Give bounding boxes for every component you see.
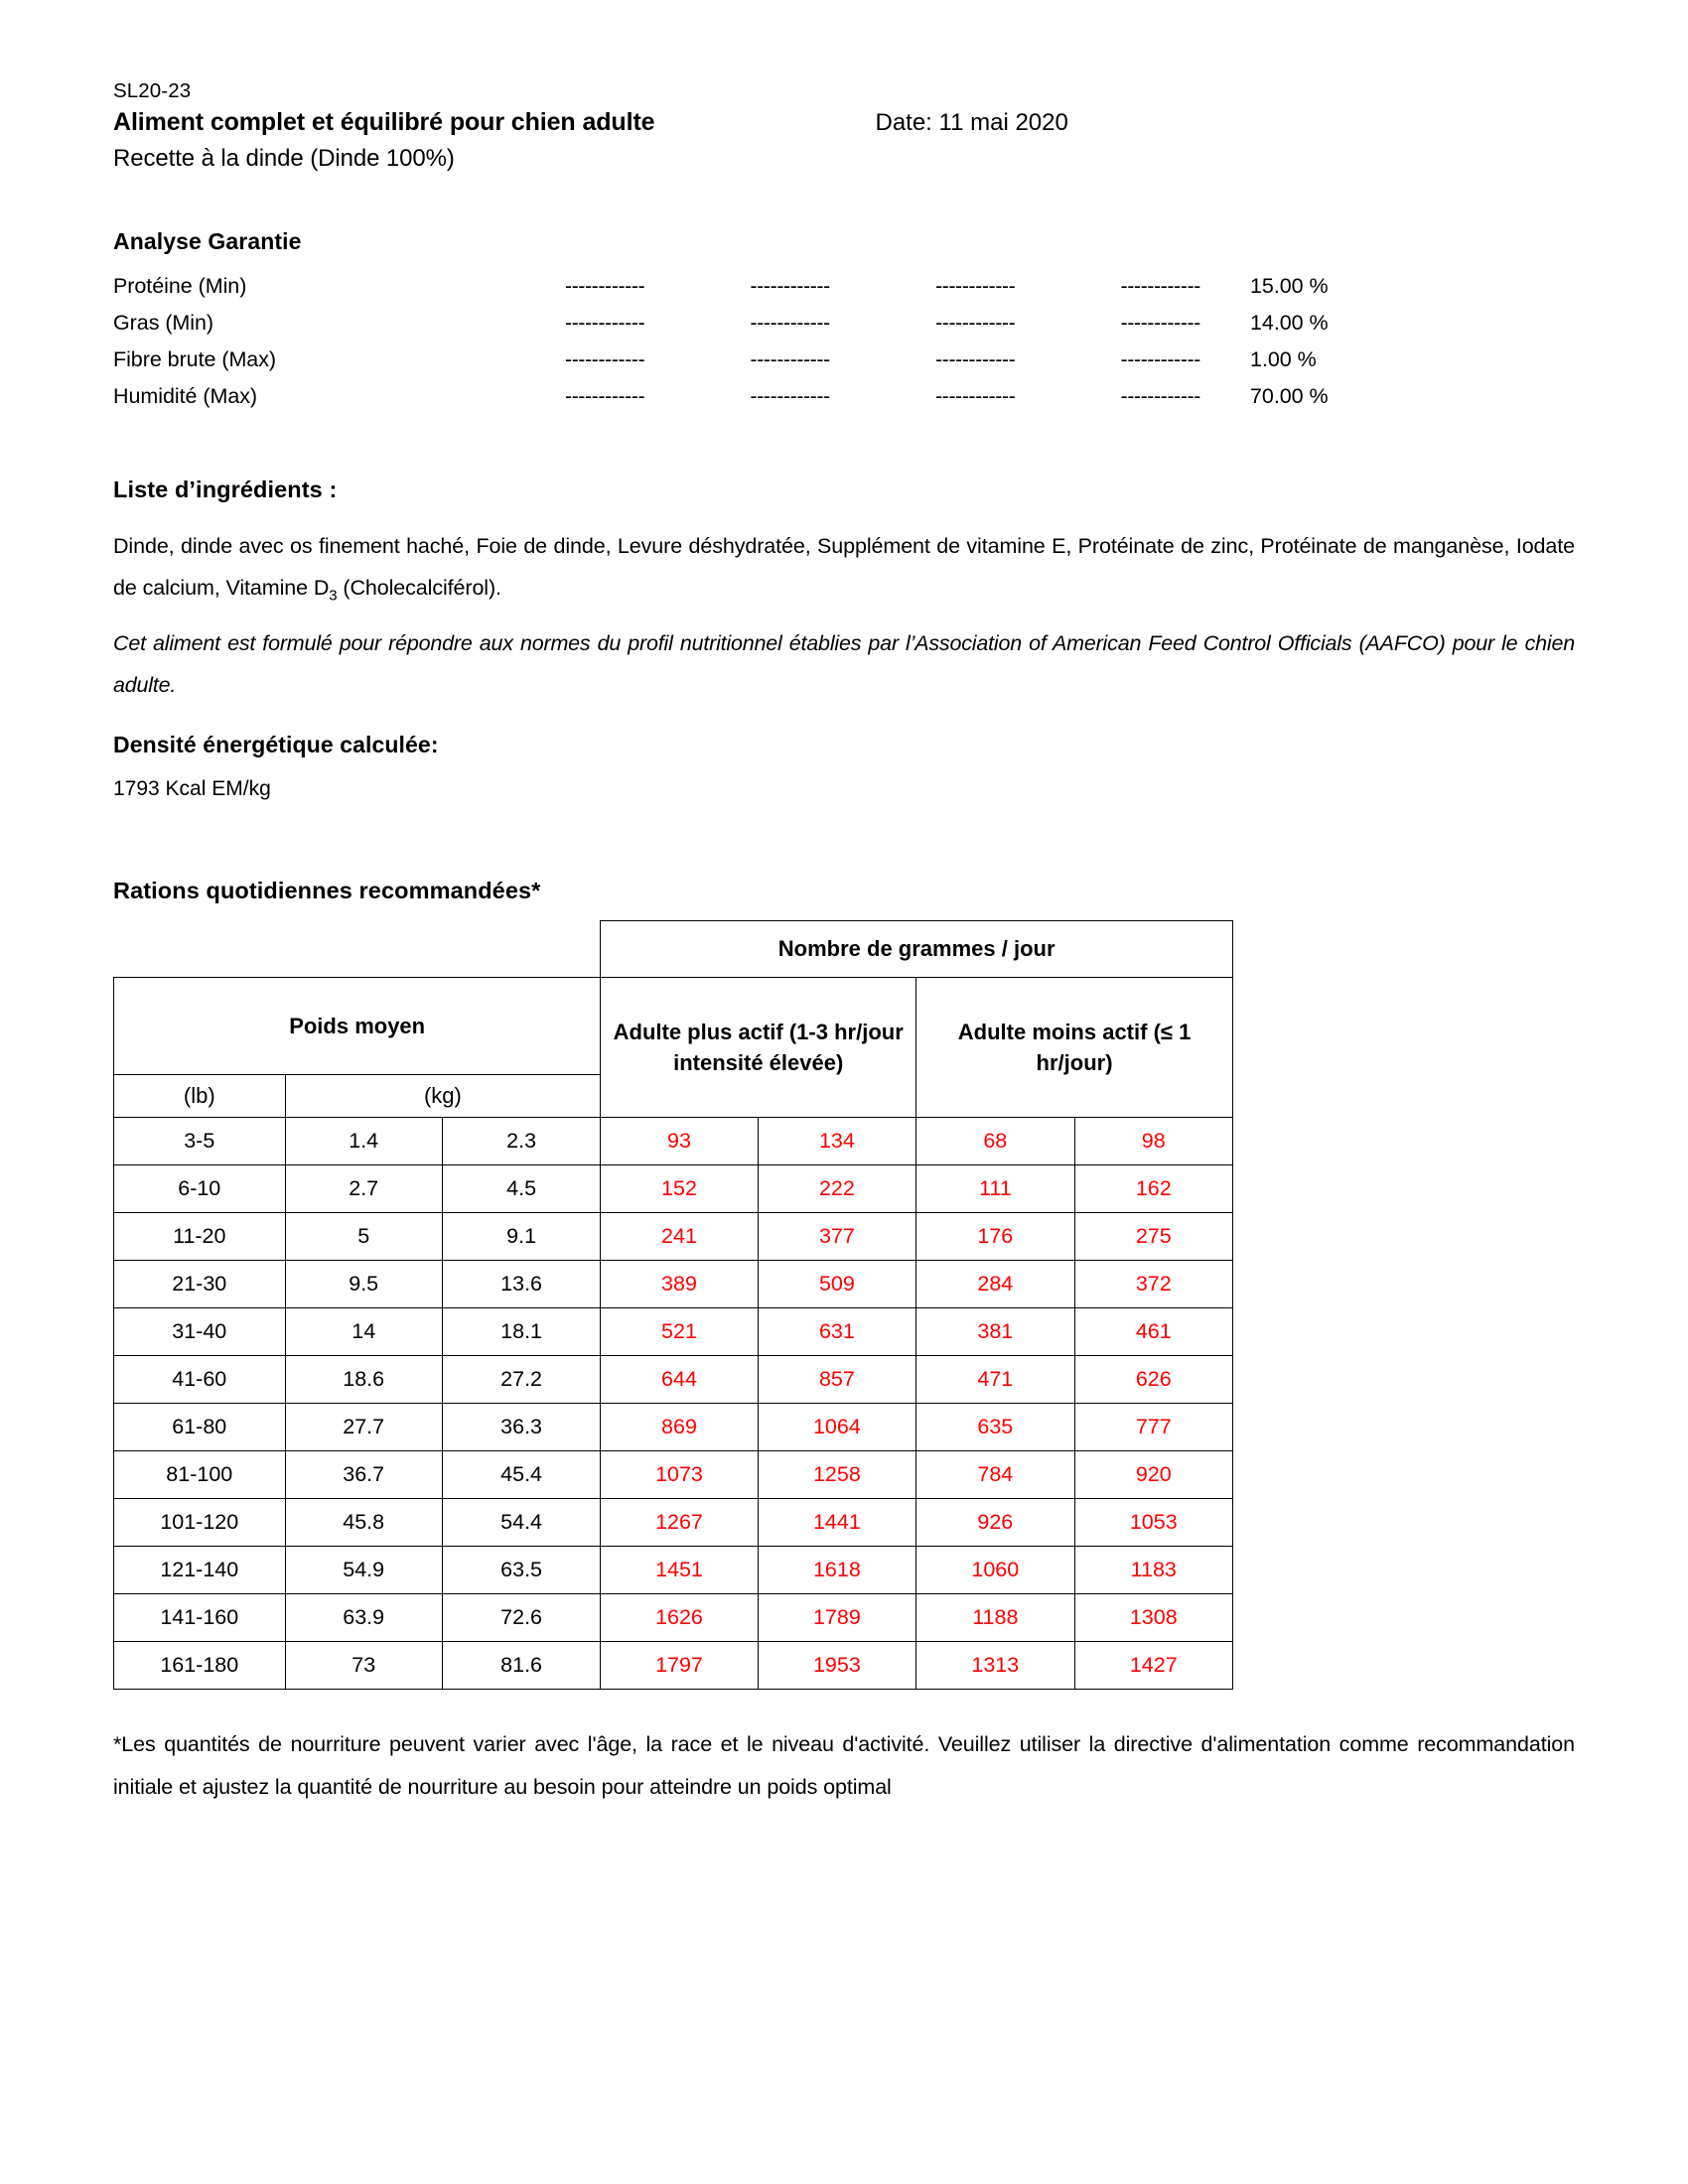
cell-active-min: 241 <box>601 1212 758 1260</box>
cell-weight-kg-max: 18.1 <box>442 1307 600 1355</box>
cell-less-active-min: 635 <box>916 1403 1074 1450</box>
cell-active-max: 1789 <box>758 1593 915 1641</box>
table-header-row-grammes <box>114 920 1233 977</box>
energy-density-value: 1793 Kcal EM/kg <box>113 776 271 800</box>
dash-group: ------------ <box>565 311 645 335</box>
cell-active-max: 1064 <box>758 1403 915 1450</box>
vitamin-d-subscript: 3 <box>329 586 338 604</box>
cell-weight-kg-min: 73 <box>285 1641 442 1689</box>
cell-less-active-min: 1188 <box>916 1593 1074 1641</box>
cell-less-active-min: 111 <box>916 1164 1074 1212</box>
analysis-row <box>113 268 1575 305</box>
analysis-label: Protéine (Min) <box>113 273 247 298</box>
dash-group: ------------ <box>565 384 645 408</box>
cell-weight-kg-min: 45.8 <box>285 1498 442 1546</box>
analysis-dash-leaders <box>565 341 1200 378</box>
analysis-heading: Analyse Garantie <box>113 227 302 254</box>
cell-less-active-max: 162 <box>1074 1164 1232 1212</box>
cell-less-active-max: 1183 <box>1074 1546 1232 1593</box>
table-row <box>114 1450 1233 1498</box>
cell-less-active-max: 1308 <box>1074 1593 1232 1641</box>
cell-weight-kg-min: 63.9 <box>285 1593 442 1641</box>
cell-less-active-min: 926 <box>916 1498 1074 1546</box>
recipe-subtitle: Recette à la dinde (Dinde 100%) <box>113 144 455 172</box>
table-header <box>114 920 1233 1117</box>
dash-group: ------------ <box>1120 311 1200 335</box>
cell-weight-kg-min: 5 <box>285 1212 442 1260</box>
header-average-weight: Poids moyen <box>114 977 601 1074</box>
analysis-label: Gras (Min) <box>113 310 214 335</box>
cell-active-min: 521 <box>601 1307 758 1355</box>
cell-less-active-max: 98 <box>1074 1117 1232 1164</box>
cell-active-min: 1267 <box>601 1498 758 1546</box>
analysis-value: 70.00 % <box>1250 383 1329 408</box>
dash-group: ------------ <box>750 384 830 408</box>
dash-group: ------------ <box>1120 347 1200 371</box>
table-row <box>114 1212 1233 1260</box>
cell-weight-kg-max: 36.3 <box>442 1403 600 1450</box>
dash-group: ------------ <box>935 274 1016 298</box>
cell-weight-lb: 21-30 <box>114 1260 286 1307</box>
cell-weight-kg-min: 18.6 <box>285 1355 442 1403</box>
cell-active-min: 1797 <box>601 1641 758 1689</box>
header-more-active: Adulte plus actif (1-3 hr/jour intensité élevée) <box>601 977 916 1117</box>
cell-less-active-min: 471 <box>916 1355 1074 1403</box>
cell-active-max: 134 <box>758 1117 915 1164</box>
rations-footnote: *Les quantités de nourriture peuvent varier avec l'âge, la race et le niveau d'activité. Veuillez utiliser la directive d'alimentation comme recommandation initiale et ajustez la quantité de nourriture au besoin pour atteindre un poids optimal <box>113 1731 1575 1799</box>
ingredients-heading: Liste d’ingrédients : <box>113 476 338 502</box>
aafco-statement: Cet aliment est formulé pour répondre aux normes du profil nutritionnel établies par l’Association of American Feed Control Officials (AAFCO) pour le chien adulte. <box>113 630 1575 697</box>
cell-weight-lb: 61-80 <box>114 1403 286 1450</box>
cell-weight-lb: 101-120 <box>114 1498 286 1546</box>
header-unit-lb: (lb) <box>114 1074 286 1117</box>
document-code: SL20-23 <box>113 79 192 102</box>
cell-weight-kg-min: 36.7 <box>285 1450 442 1498</box>
cell-active-max: 1953 <box>758 1641 915 1689</box>
cell-weight-kg-min: 9.5 <box>285 1260 442 1307</box>
table-row <box>114 1546 1233 1593</box>
cell-less-active-min: 68 <box>916 1117 1074 1164</box>
cell-weight-kg-max: 63.5 <box>442 1546 600 1593</box>
analysis-value: 15.00 % <box>1250 273 1329 298</box>
rations-heading: Rations quotidiennes recommandées* <box>113 877 541 903</box>
cell-less-active-min: 381 <box>916 1307 1074 1355</box>
analysis-value: 14.00 % <box>1250 310 1329 335</box>
cell-less-active-min: 176 <box>916 1212 1074 1260</box>
daily-rations-table <box>113 920 1233 1690</box>
cell-active-max: 1258 <box>758 1450 915 1498</box>
cell-weight-kg-max: 27.2 <box>442 1355 600 1403</box>
cell-weight-kg-max: 45.4 <box>442 1450 600 1498</box>
analysis-dash-leaders <box>565 378 1200 415</box>
header-spacer-cell <box>114 920 601 977</box>
cell-weight-kg-min: 2.7 <box>285 1164 442 1212</box>
cell-active-max: 222 <box>758 1164 915 1212</box>
cell-active-max: 509 <box>758 1260 915 1307</box>
table-row <box>114 1260 1233 1307</box>
cell-weight-kg-max: 54.4 <box>442 1498 600 1546</box>
cell-active-min: 1626 <box>601 1593 758 1641</box>
header-grammes-per-day: Nombre de grammes / jour <box>601 920 1233 977</box>
table-row <box>114 1498 1233 1546</box>
cell-weight-kg-min: 54.9 <box>285 1546 442 1593</box>
cell-active-min: 1073 <box>601 1450 758 1498</box>
analysis-row <box>113 305 1575 341</box>
cell-weight-lb: 6-10 <box>114 1164 286 1212</box>
table-row <box>114 1403 1233 1450</box>
dash-group: ------------ <box>750 311 830 335</box>
cell-weight-kg-max: 4.5 <box>442 1164 600 1212</box>
ingredients-list <box>113 525 1575 616</box>
cell-less-active-max: 1053 <box>1074 1498 1232 1546</box>
dash-group: ------------ <box>1120 384 1200 408</box>
cell-weight-lb: 121-140 <box>114 1546 286 1593</box>
cell-active-min: 389 <box>601 1260 758 1307</box>
document-date: Date: 11 mai 2020 <box>875 108 1068 136</box>
table-row <box>114 1117 1233 1164</box>
table-body <box>114 1117 1233 1689</box>
cell-active-max: 857 <box>758 1355 915 1403</box>
dash-group: ------------ <box>750 274 830 298</box>
analysis-label: Humidité (Max) <box>113 383 258 408</box>
dash-group: ------------ <box>565 347 645 371</box>
cell-active-max: 631 <box>758 1307 915 1355</box>
ingredients-text-tail: (Cholecalciférol). <box>337 575 501 600</box>
cell-less-active-min: 1313 <box>916 1641 1074 1689</box>
cell-active-max: 1618 <box>758 1546 915 1593</box>
cell-weight-lb: 3-5 <box>114 1117 286 1164</box>
cell-active-max: 377 <box>758 1212 915 1260</box>
cell-less-active-max: 461 <box>1074 1307 1232 1355</box>
cell-less-active-min: 284 <box>916 1260 1074 1307</box>
cell-less-active-max: 777 <box>1074 1403 1232 1450</box>
cell-active-min: 869 <box>601 1403 758 1450</box>
dash-group: ------------ <box>935 384 1016 408</box>
analysis-dash-leaders <box>565 268 1200 305</box>
dash-group: ------------ <box>565 274 645 298</box>
analysis-label: Fibre brute (Max) <box>113 346 277 371</box>
cell-weight-kg-min: 1.4 <box>285 1117 442 1164</box>
cell-weight-kg-min: 27.7 <box>285 1403 442 1450</box>
header-unit-kg: (kg) <box>285 1074 601 1117</box>
header-less-active: Adulte moins actif (≤ 1 hr/jour) <box>916 977 1233 1117</box>
ingredients-text: Dinde, dinde avec os finement haché, Foie de dinde, Levure déshydratée, Supplément de vitamine E, Protéinate de zinc, Protéinate de manganèse, Iodate de calcium, Vitamine D <box>113 533 1575 600</box>
cell-weight-lb: 41-60 <box>114 1355 286 1403</box>
cell-less-active-min: 784 <box>916 1450 1074 1498</box>
cell-weight-kg-max: 2.3 <box>442 1117 600 1164</box>
cell-less-active-min: 1060 <box>916 1546 1074 1593</box>
analysis-row <box>113 378 1575 415</box>
cell-weight-kg-max: 9.1 <box>442 1212 600 1260</box>
dash-group: ------------ <box>935 347 1016 371</box>
cell-active-min: 93 <box>601 1117 758 1164</box>
dash-group: ------------ <box>935 311 1016 335</box>
analysis-row <box>113 341 1575 378</box>
page-title: Aliment complet et équilibré pour chien adulte <box>113 107 655 136</box>
analysis-table <box>113 268 1575 415</box>
cell-active-min: 152 <box>601 1164 758 1212</box>
cell-less-active-max: 275 <box>1074 1212 1232 1260</box>
cell-weight-kg-max: 72.6 <box>442 1593 600 1641</box>
cell-weight-lb: 11-20 <box>114 1212 286 1260</box>
cell-active-min: 644 <box>601 1355 758 1403</box>
cell-weight-lb: 161-180 <box>114 1641 286 1689</box>
cell-active-min: 1451 <box>601 1546 758 1593</box>
cell-less-active-max: 626 <box>1074 1355 1232 1403</box>
cell-less-active-max: 1427 <box>1074 1641 1232 1689</box>
cell-weight-kg-max: 13.6 <box>442 1260 600 1307</box>
page-content <box>113 77 1575 1809</box>
dash-group: ------------ <box>1120 274 1200 298</box>
table-row <box>114 1641 1233 1689</box>
cell-active-max: 1441 <box>758 1498 915 1546</box>
energy-density-heading: Densité énergétique calculée: <box>113 731 439 757</box>
cell-weight-kg-min: 14 <box>285 1307 442 1355</box>
dash-group: ------------ <box>750 347 830 371</box>
cell-weight-kg-max: 81.6 <box>442 1641 600 1689</box>
cell-weight-lb: 31-40 <box>114 1307 286 1355</box>
analysis-dash-leaders <box>565 305 1200 341</box>
cell-less-active-max: 920 <box>1074 1450 1232 1498</box>
table-row <box>114 1593 1233 1641</box>
table-header-row-groups <box>114 977 1233 1074</box>
title-row <box>113 108 1575 137</box>
table-row <box>114 1355 1233 1403</box>
table-row <box>114 1164 1233 1212</box>
cell-weight-lb: 141-160 <box>114 1593 286 1641</box>
analysis-value: 1.00 % <box>1250 346 1317 371</box>
table-row <box>114 1307 1233 1355</box>
cell-less-active-max: 372 <box>1074 1260 1232 1307</box>
cell-weight-lb: 81-100 <box>114 1450 286 1498</box>
